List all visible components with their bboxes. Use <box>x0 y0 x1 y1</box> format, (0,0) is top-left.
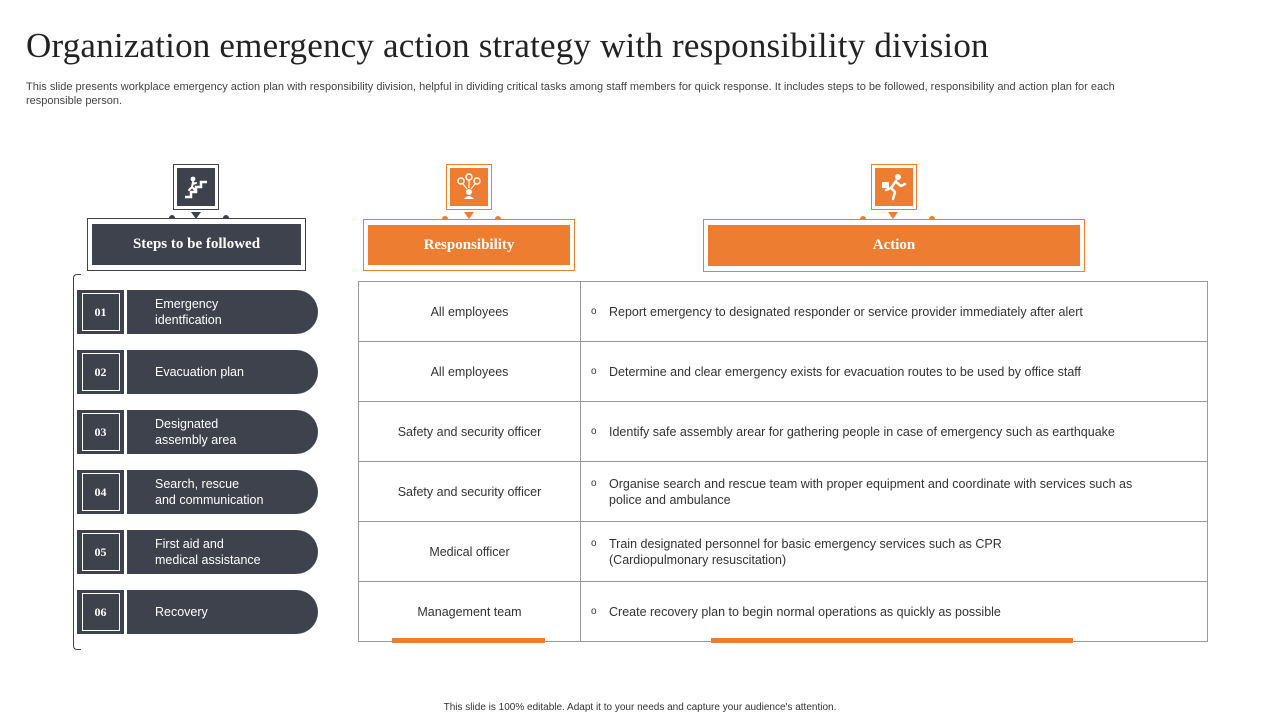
accent-bar <box>711 638 1073 643</box>
table-row <box>359 582 1208 642</box>
team-network-icon <box>446 164 492 210</box>
table-row <box>359 522 1208 582</box>
action-cell: o Report emergency to designated responder or service provider immediately after alert <box>581 282 1208 342</box>
action-cell: o Determine and clear emergency exists for evacuation routes to be used by office staff <box>581 342 1208 402</box>
action-cell: o Organise search and rescue team with proper equipment and coordinate with services such as police and ambulance <box>581 462 1208 522</box>
responsibility-cell: Management team <box>359 582 581 642</box>
step-label: Search, rescue and communication <box>155 477 264 507</box>
action-cell: o Identify safe assembly arear for gathering people in case of emergency such as earthquake <box>581 402 1208 462</box>
step-item <box>77 530 318 574</box>
table-row <box>359 342 1208 402</box>
step-item <box>77 350 318 394</box>
page-subtitle: This slide presents workplace emergency action plan with responsibility division, helpful in dividing critical tasks among staff members for quick response. It includes steps to be followed, responsibility and action plan for each responsible person. <box>26 81 1115 107</box>
step-number: 06 <box>82 593 120 631</box>
responsibility-cell: Safety and security officer <box>359 462 581 522</box>
connector-pointer <box>888 212 898 219</box>
step-item <box>77 590 318 634</box>
step-label: First aid and medical assistance <box>155 537 261 567</box>
page-title: Organization emergency action strategy with responsibility division <box>26 26 989 65</box>
running-person-icon <box>871 164 917 210</box>
step-item <box>77 470 318 514</box>
responsibility-cell: Medical officer <box>359 522 581 582</box>
table-row <box>359 462 1208 522</box>
step-number: 05 <box>82 533 120 571</box>
bullet-icon: o <box>591 605 597 617</box>
connector-pointer <box>464 212 474 219</box>
table-row <box>359 282 1208 342</box>
action-cell: o Train designated personnel for basic emergency services such as CPR (Cardiopulmonary resuscitation) <box>581 522 1208 582</box>
table-row <box>359 402 1208 462</box>
step-label: Emergency identfication <box>155 297 222 327</box>
bullet-icon: o <box>591 477 597 489</box>
bullet-icon: o <box>591 365 597 377</box>
action-header <box>703 219 1085 272</box>
bullet-icon: o <box>591 537 597 549</box>
responsibility-header-label: Responsibility <box>368 225 570 265</box>
footer-note: This slide is 100% editable. Adapt it to your needs and capture your audience's attention. <box>443 702 837 713</box>
step-item <box>77 290 318 334</box>
responsibility-cell: Safety and security officer <box>359 402 581 462</box>
step-number: 04 <box>82 473 120 511</box>
step-number: 02 <box>82 353 120 391</box>
responsibility-cell: All employees <box>359 342 581 402</box>
step-item <box>77 410 318 454</box>
step-label: Evacuation plan <box>155 365 244 379</box>
step-number: 03 <box>82 413 120 451</box>
action-cell: o Create recovery plan to begin normal operations as quickly as possible <box>581 582 1208 642</box>
steps-header <box>87 218 306 271</box>
step-label: Recovery <box>155 605 208 619</box>
step-label: Designated assembly area <box>155 417 237 447</box>
action-header-label: Action <box>708 225 1080 266</box>
responsibility-cell: All employees <box>359 282 581 342</box>
stairs-climb-icon <box>173 164 219 210</box>
responsibility-header <box>363 219 575 271</box>
accent-bar <box>392 638 545 643</box>
bullet-icon: o <box>591 425 597 437</box>
steps-header-label: Steps to be followed <box>92 224 301 265</box>
step-number: 01 <box>82 293 120 331</box>
responsibility-action-table <box>358 281 1208 642</box>
bullet-icon: o <box>591 305 597 317</box>
